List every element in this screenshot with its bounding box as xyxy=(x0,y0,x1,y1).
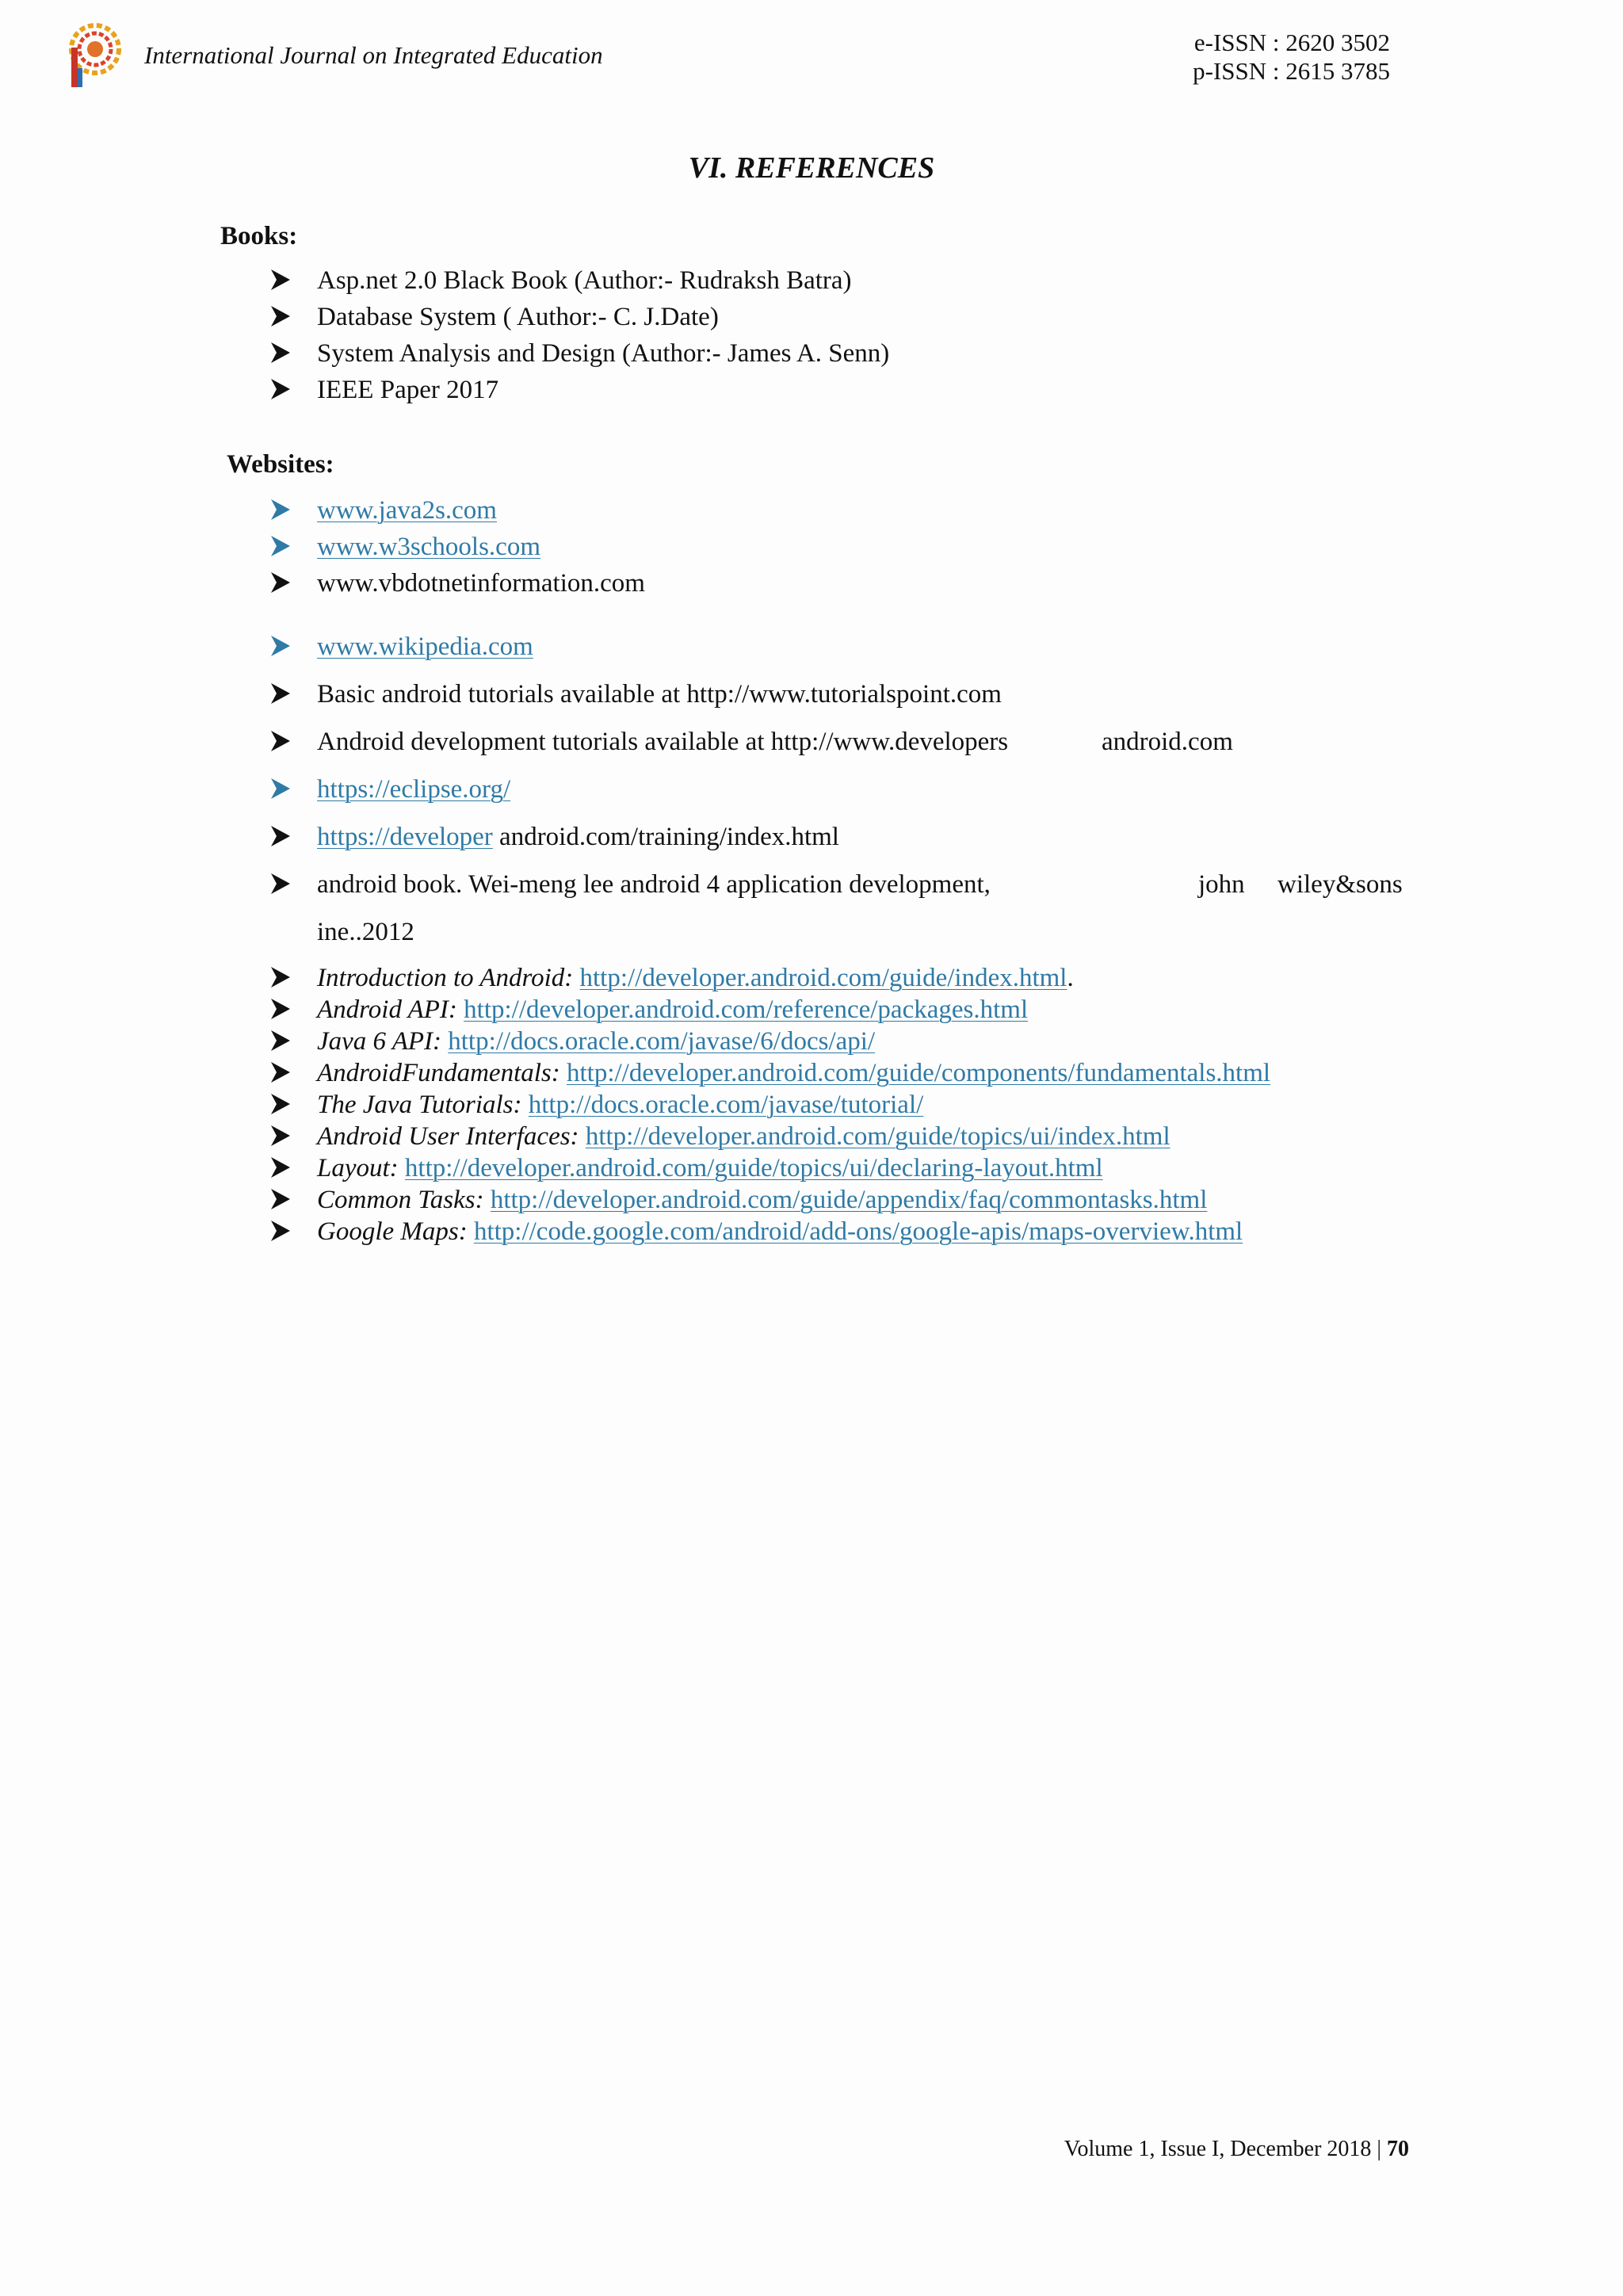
arrow-bullet-icon xyxy=(269,268,292,292)
arrow-bullet-icon xyxy=(269,571,292,594)
reference-link[interactable]: http://code.google.com/android/add-ons/google-apis/maps-overview.html xyxy=(473,1217,1243,1246)
website-link[interactable]: www.wikipedia.com xyxy=(317,632,533,661)
arrow-bullet-icon xyxy=(269,1187,292,1211)
p-issn: p-ISSN : 2615 3785 xyxy=(1193,57,1390,85)
reference-label: AndroidFundamentals: xyxy=(317,1059,560,1087)
arrow-bullet-icon xyxy=(269,1124,292,1148)
reference-label: Introduction to Android: xyxy=(317,964,574,992)
website-text: android book. Wei-meng lee android 4 application development, xyxy=(317,870,991,899)
reference-link[interactable]: http://developer.android.com/guide/components/fundamentals.html xyxy=(567,1059,1271,1087)
arrow-bullet-icon xyxy=(269,498,292,521)
journal-name: International Journal on Integrated Education xyxy=(144,41,603,69)
footer-volume: Volume 1, Issue I, December 2018 | xyxy=(1064,2137,1387,2161)
arrow-bullet-icon xyxy=(269,682,292,705)
arrow-bullet-icon xyxy=(269,824,292,848)
section-title: VI. REFERENCES xyxy=(688,151,935,185)
arrow-bullet-icon xyxy=(269,304,292,328)
reference-link[interactable]: http://developer.android.com/guide/appendix/faq/commontasks.html xyxy=(490,1186,1208,1214)
website-link[interactable]: www.java2s.com xyxy=(317,496,497,525)
website-text: Android development tutorials available at http://www.developers xyxy=(317,728,1009,756)
list-item xyxy=(269,870,1419,949)
arrow-bullet-icon xyxy=(269,777,292,800)
website-text: android.com/training/index.html xyxy=(492,823,839,851)
book-reference: System Analysis and Design (Author:- James A. Senn) xyxy=(317,339,890,368)
arrow-bullet-icon xyxy=(269,729,292,753)
website-text-tail: wiley&sons xyxy=(1277,870,1403,899)
reference-label: Common Tasks: xyxy=(317,1186,484,1214)
page-footer xyxy=(1064,2137,1409,2162)
website-text-tail: john xyxy=(1198,870,1245,899)
reference-link[interactable]: http://developer.android.com/guide/topics/ui/index.html xyxy=(585,1122,1170,1151)
website-link[interactable]: https://developer xyxy=(317,823,493,851)
arrow-bullet-icon xyxy=(269,965,292,989)
website-link[interactable]: www.w3schools.com xyxy=(317,533,540,561)
arrow-bullet-icon xyxy=(269,1060,292,1084)
journal-logo xyxy=(65,21,124,89)
e-issn: e-ISSN : 2620 3502 xyxy=(1193,29,1390,56)
arrow-bullet-icon xyxy=(269,341,292,365)
reference-label: Android User Interfaces: xyxy=(317,1122,579,1151)
arrow-bullet-icon xyxy=(269,1092,292,1116)
arrow-bullet-icon xyxy=(269,534,292,558)
arrow-bullet-icon xyxy=(269,1156,292,1179)
reference-label: Layout: xyxy=(317,1154,399,1182)
reference-label: Android API: xyxy=(317,995,457,1024)
arrow-bullet-icon xyxy=(269,997,292,1021)
arrow-bullet-icon xyxy=(269,377,292,401)
page-number: 70 xyxy=(1387,2137,1409,2161)
reference-label: Google Maps: xyxy=(317,1217,468,1246)
reference-link[interactable]: http://docs.oracle.com/javase/6/docs/api/ xyxy=(448,1027,876,1056)
book-reference: IEEE Paper 2017 xyxy=(317,376,499,404)
website-text: www.vbdotnetinformation.com xyxy=(317,569,645,598)
reference-label: Java 6 API: xyxy=(317,1027,441,1056)
website-text-continuation: ine..2012 xyxy=(317,918,414,946)
arrow-bullet-icon xyxy=(269,872,292,896)
books-heading: Books: xyxy=(220,222,298,250)
arrow-bullet-icon xyxy=(269,1219,292,1243)
reference-link[interactable]: http://developer.android.com/guide/index.html xyxy=(579,964,1067,992)
book-reference: Database System ( Author:- C. J.Date) xyxy=(317,303,719,331)
arrow-bullet-icon xyxy=(269,1029,292,1052)
website-link[interactable]: https://eclipse.org/ xyxy=(317,775,511,804)
website-text: Basic android tutorials available at http://www.tutorialspoint.com xyxy=(317,680,1002,709)
reference-link[interactable]: http://developer.android.com/reference/packages.html xyxy=(464,995,1029,1024)
websites-heading: Websites: xyxy=(227,450,334,479)
website-text-tail: android.com xyxy=(1102,728,1233,756)
reference-label: The Java Tutorials: xyxy=(317,1091,522,1119)
reference-link[interactable]: http://developer.android.com/guide/topics/ui/declaring-layout.html xyxy=(404,1154,1103,1182)
book-reference: Asp.net 2.0 Black Book (Author:- Rudraksh Batra) xyxy=(317,266,852,295)
arrow-bullet-icon xyxy=(269,634,292,658)
reference-suffix: . xyxy=(1067,964,1074,992)
reference-link[interactable]: http://docs.oracle.com/javase/tutorial/ xyxy=(528,1091,924,1119)
